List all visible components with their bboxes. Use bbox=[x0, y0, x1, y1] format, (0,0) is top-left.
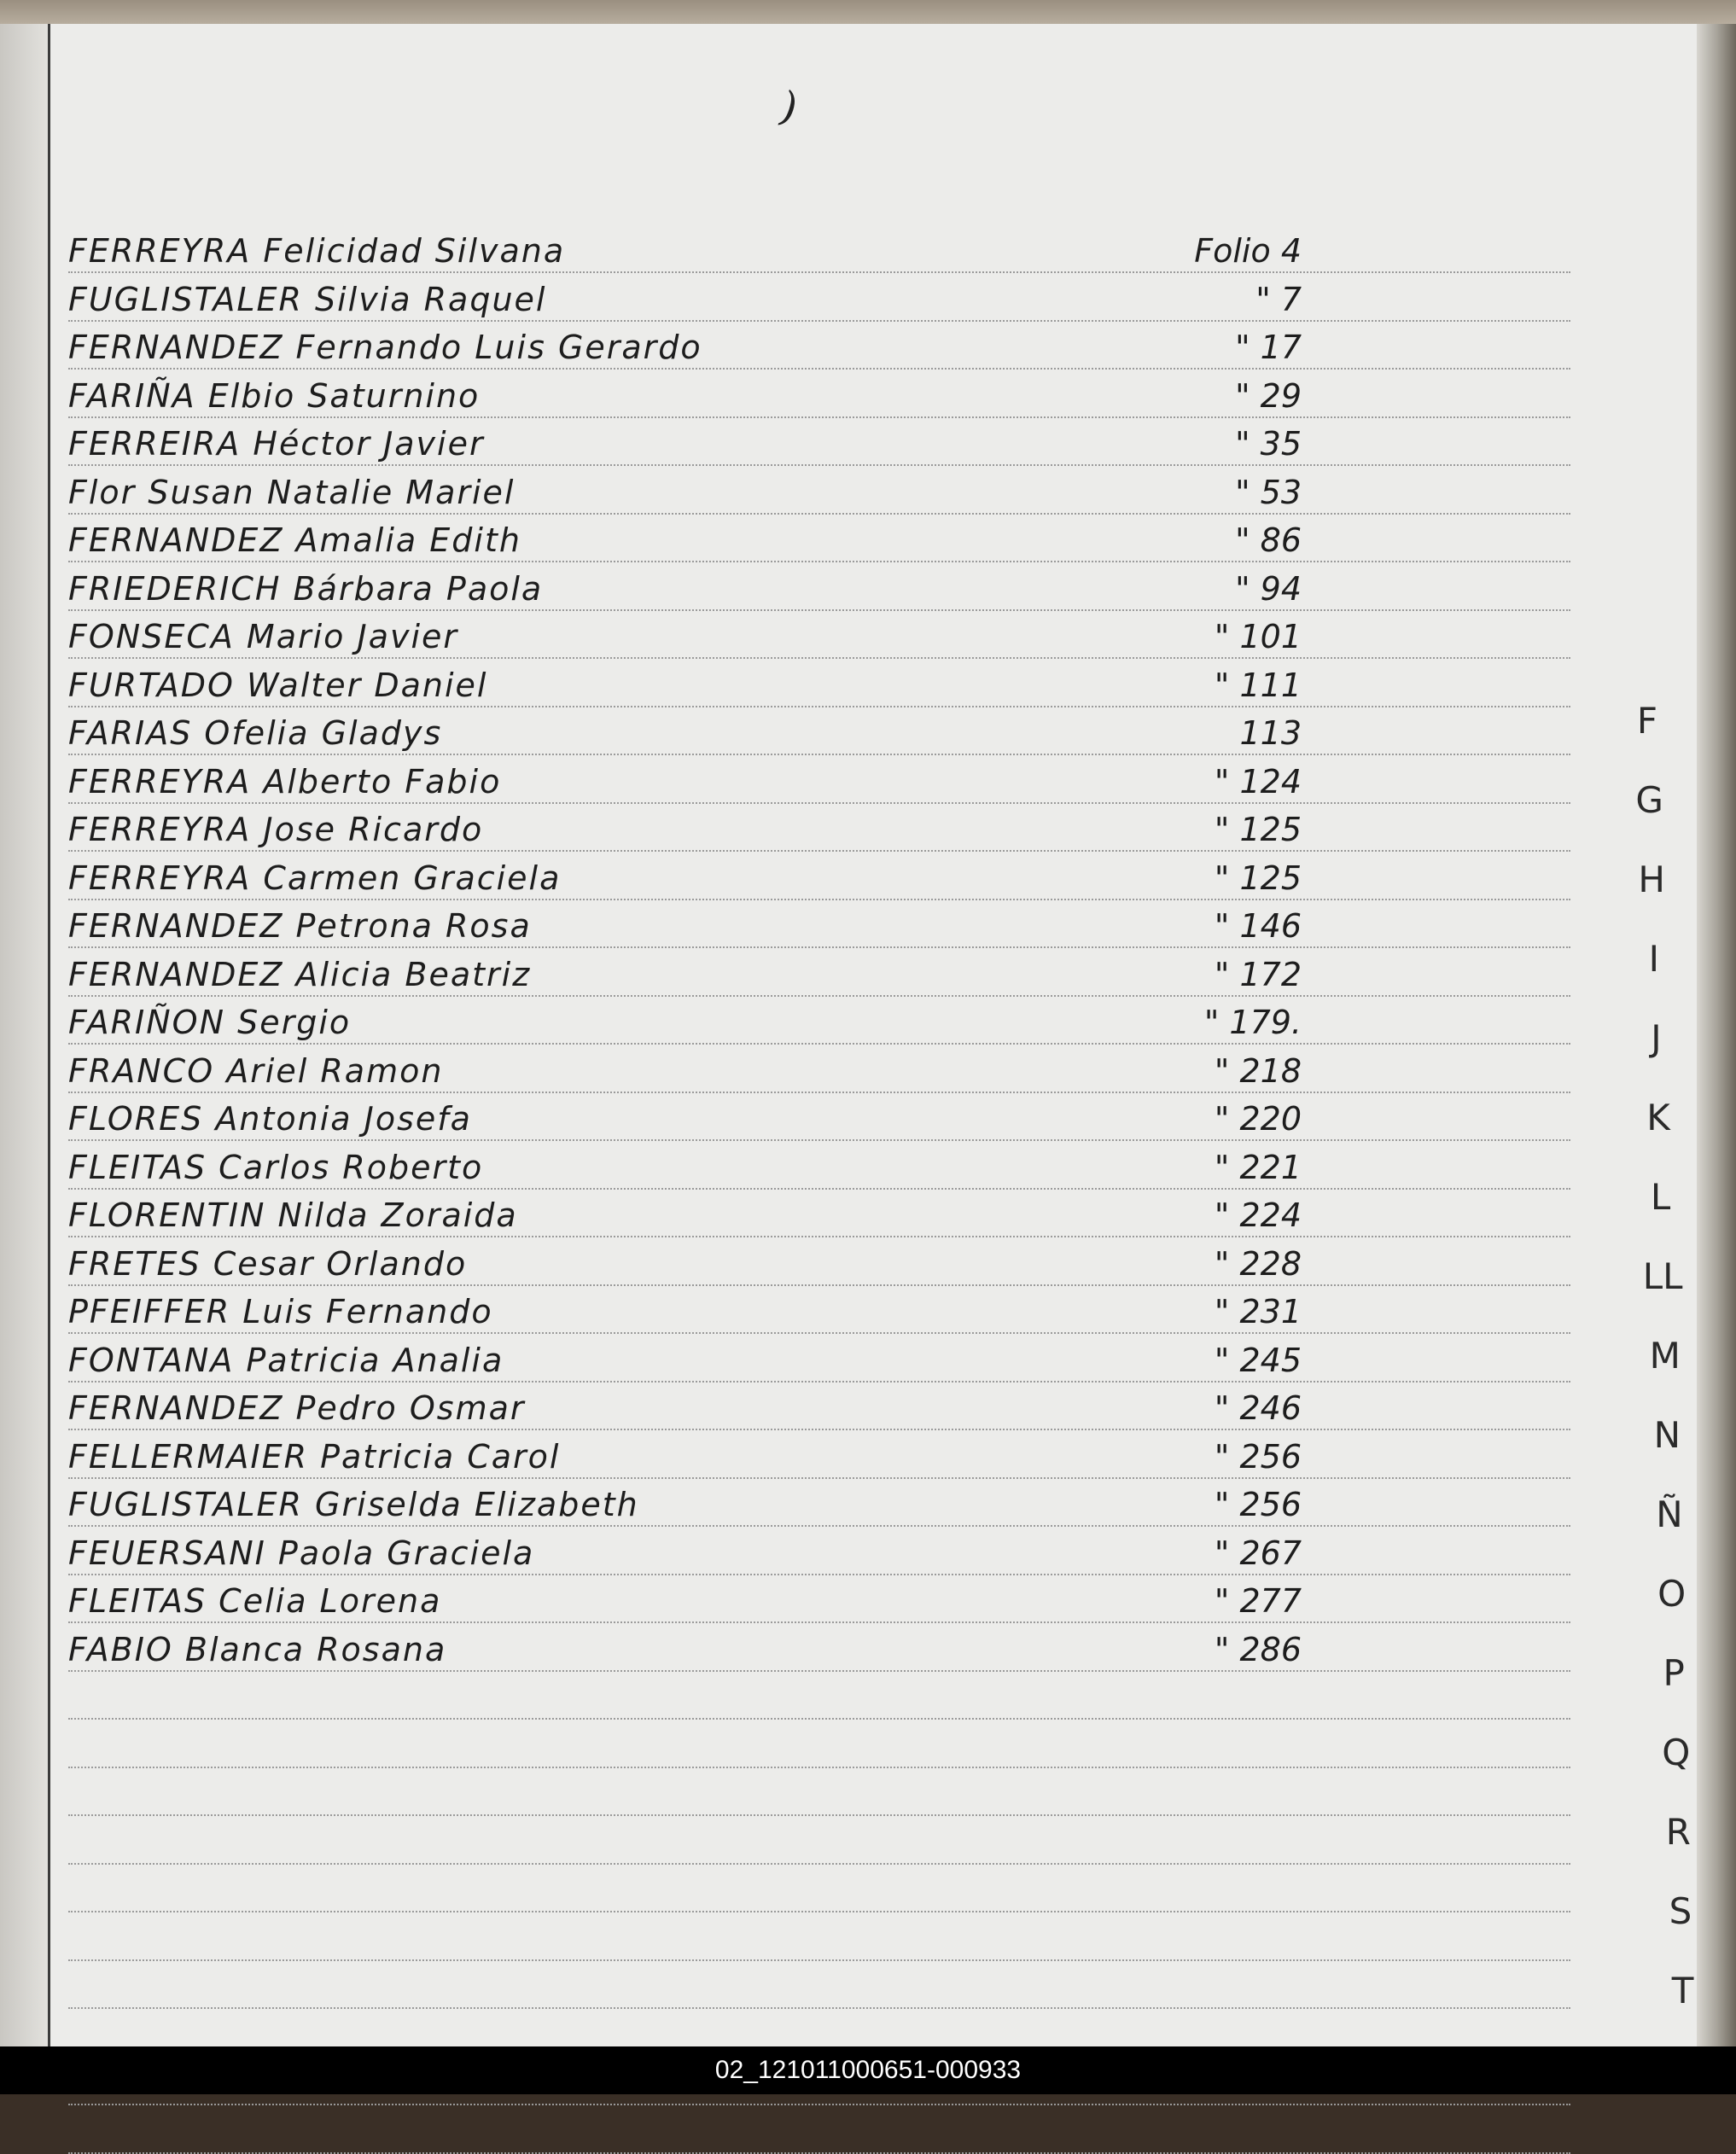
entry-folio: " 246 bbox=[1214, 1389, 1302, 1427]
index-tab[interactable]: Ñ bbox=[1656, 1493, 1683, 1535]
entry-row bbox=[68, 1186, 1302, 1234]
ruled-line bbox=[68, 1767, 1570, 1768]
entry-name: FERNANDEZ Amalia Edith bbox=[68, 521, 521, 559]
index-tab[interactable]: S bbox=[1669, 1890, 1692, 1932]
entry-name: FERNANDEZ Petrona Rosa bbox=[68, 907, 532, 945]
entry-name: FURTADO Walter Daniel bbox=[68, 666, 488, 704]
entry-name: FLORENTIN Nilda Zoraida bbox=[68, 1196, 518, 1234]
entry-name: FARIAS Ofelia Gladys bbox=[68, 714, 443, 752]
entry-folio: " 179. bbox=[1203, 1004, 1302, 1041]
entry-row bbox=[68, 849, 1302, 897]
index-tab[interactable]: Q bbox=[1662, 1732, 1691, 1773]
entry-row bbox=[68, 704, 1302, 752]
entry-row bbox=[68, 1331, 1302, 1379]
entry-folio: " 218 bbox=[1214, 1051, 1302, 1090]
entry-name: FABIO Blanca Rosana bbox=[68, 1630, 447, 1668]
entry-name: FARIÑON Sergio bbox=[68, 1004, 352, 1041]
entry-row bbox=[68, 1379, 1302, 1427]
entry-row bbox=[68, 1428, 1302, 1476]
ruled-line bbox=[68, 1959, 1570, 1961]
entry-row bbox=[68, 1283, 1302, 1330]
entry-row bbox=[68, 271, 1302, 318]
ruled-line bbox=[68, 2104, 1570, 2105]
entry-row bbox=[68, 1572, 1302, 1620]
ruled-line bbox=[68, 1911, 1570, 1912]
entry-folio: " 111 bbox=[1214, 666, 1302, 704]
entry-name: FARIÑA Elbio Saturnino bbox=[68, 376, 481, 415]
alphabet-tabs bbox=[1605, 700, 1694, 2011]
entry-row bbox=[68, 318, 1302, 366]
entry-row bbox=[68, 1042, 1302, 1090]
entry-folio: " 267 bbox=[1214, 1534, 1302, 1572]
entry-row bbox=[68, 415, 1302, 463]
entry-name: FERREYRA Carmen Graciela bbox=[68, 859, 562, 897]
entry-row bbox=[68, 1235, 1302, 1283]
index-tab[interactable]: N bbox=[1653, 1414, 1681, 1456]
top-edge bbox=[0, 0, 1736, 24]
entry-row bbox=[68, 1090, 1302, 1138]
entry-name: FERNANDEZ Fernando Luis Gerardo bbox=[68, 329, 702, 366]
entry-name: FRANCO Ariel Ramon bbox=[68, 1051, 444, 1090]
entry-folio: " 86 bbox=[1235, 521, 1302, 559]
entry-row bbox=[68, 946, 1302, 993]
entry-folio: " 286 bbox=[1214, 1630, 1302, 1668]
index-tab[interactable]: M bbox=[1649, 1335, 1681, 1377]
entry-name: FERREYRA Jose Ricardo bbox=[68, 811, 484, 848]
index-tab[interactable]: H bbox=[1638, 859, 1665, 900]
entry-name: PFEIFFER Luis Fernando bbox=[68, 1293, 493, 1330]
entry-name: FEUERSANI Paola Graciela bbox=[68, 1534, 535, 1572]
entry-folio: " 101 bbox=[1214, 618, 1302, 655]
entry-folio: " 172 bbox=[1214, 955, 1302, 993]
entry-folio: " 125 bbox=[1214, 811, 1302, 848]
entry-name: FERNANDEZ Alicia Beatriz bbox=[68, 955, 532, 993]
ruled-line bbox=[68, 2152, 1570, 2154]
entry-folio: " 277 bbox=[1214, 1582, 1302, 1620]
entry-folio: Folio 4 bbox=[1194, 232, 1302, 270]
entry-name: FUGLISTALER Griselda Elizabeth bbox=[68, 1486, 639, 1523]
entry-row bbox=[68, 222, 1302, 270]
entry-name: FRIEDERICH Bárbara Paola bbox=[68, 569, 544, 608]
entry-name: Flor Susan Natalie Mariel bbox=[68, 473, 516, 511]
entry-folio: " 7 bbox=[1255, 280, 1302, 318]
entry-row bbox=[68, 1524, 1302, 1572]
index-tab[interactable]: R bbox=[1665, 1811, 1691, 1853]
entry-folio: " 35 bbox=[1235, 425, 1302, 463]
entry-name: FERREIRA Héctor Javier bbox=[68, 425, 485, 463]
left-binding bbox=[0, 24, 50, 2046]
entry-folio: " 256 bbox=[1214, 1486, 1302, 1523]
index-tab[interactable]: O bbox=[1657, 1573, 1686, 1615]
entry-folio: " 53 bbox=[1235, 473, 1302, 511]
entry-name: FUGLISTALER Silvia Raquel bbox=[68, 280, 547, 318]
image-id-footer: 02_121011000651-000933 bbox=[0, 2046, 1736, 2094]
entry-folio: " 125 bbox=[1214, 859, 1302, 897]
index-tab[interactable]: G bbox=[1635, 779, 1663, 821]
entry-folio: 113 bbox=[1239, 714, 1302, 752]
ledger-page bbox=[0, 24, 1707, 2046]
entry-row bbox=[68, 608, 1302, 655]
ruled-line bbox=[68, 1718, 1570, 1720]
entry-row bbox=[68, 1138, 1302, 1186]
entry-folio: " 29 bbox=[1235, 376, 1302, 415]
entry-name: FERREYRA Felicidad Silvana bbox=[68, 232, 566, 270]
index-tab[interactable]: L bbox=[1650, 1176, 1671, 1218]
entry-name: FONSECA Mario Javier bbox=[68, 618, 459, 655]
pencil-mark: ) bbox=[773, 82, 804, 133]
index-tab[interactable]: LL bbox=[1642, 1255, 1683, 1297]
entry-folio: " 94 bbox=[1235, 569, 1302, 608]
entry-name: FONTANA Patricia Analia bbox=[68, 1341, 504, 1379]
entry-row bbox=[68, 753, 1302, 800]
entry-name: FELLERMAIER Patricia Carol bbox=[68, 1437, 561, 1476]
entry-folio: " 228 bbox=[1214, 1244, 1302, 1283]
entry-row bbox=[68, 993, 1302, 1041]
entry-name: FERNANDEZ Pedro Osmar bbox=[68, 1389, 526, 1427]
entry-row bbox=[68, 800, 1302, 848]
entry-row bbox=[68, 1476, 1302, 1523]
entry-folio: " 221 bbox=[1214, 1148, 1302, 1186]
index-tab[interactable]: J bbox=[1651, 1017, 1662, 1059]
index-tab[interactable]: I bbox=[1648, 938, 1659, 980]
index-tab[interactable]: P bbox=[1663, 1652, 1685, 1694]
ruled-line bbox=[68, 1814, 1570, 1816]
entry-row bbox=[68, 367, 1302, 415]
entry-folio: " 231 bbox=[1214, 1293, 1302, 1330]
entry-row bbox=[68, 656, 1302, 704]
entry-row bbox=[68, 463, 1302, 511]
entry-folio: " 220 bbox=[1214, 1100, 1302, 1138]
entry-name: FERREYRA Alberto Fabio bbox=[68, 762, 502, 800]
index-tab[interactable]: T bbox=[1671, 1970, 1694, 2011]
entry-name: FRETES Cesar Orlando bbox=[68, 1244, 468, 1283]
index-tab[interactable]: F bbox=[1636, 700, 1658, 742]
entry-folio: " 245 bbox=[1214, 1341, 1302, 1379]
entry-row bbox=[68, 1621, 1302, 1668]
entry-folio: " 256 bbox=[1214, 1437, 1302, 1476]
ruled-line bbox=[68, 1670, 1570, 1672]
entry-name: FLEITAS Carlos Roberto bbox=[68, 1148, 484, 1186]
entry-folio: " 124 bbox=[1214, 762, 1302, 800]
index-tab[interactable]: K bbox=[1646, 1097, 1670, 1138]
entry-name: FLORES Antonia Josefa bbox=[68, 1100, 472, 1138]
entry-row bbox=[68, 897, 1302, 945]
entry-folio: " 17 bbox=[1235, 329, 1302, 366]
entry-folio: " 224 bbox=[1214, 1196, 1302, 1234]
entry-folio: " 146 bbox=[1214, 907, 1302, 945]
entry-name: FLEITAS Celia Lorena bbox=[68, 1582, 442, 1620]
entry-row bbox=[68, 560, 1302, 608]
ruled-line bbox=[68, 2007, 1570, 2009]
ruled-line bbox=[68, 1863, 1570, 1865]
entry-row bbox=[68, 511, 1302, 559]
